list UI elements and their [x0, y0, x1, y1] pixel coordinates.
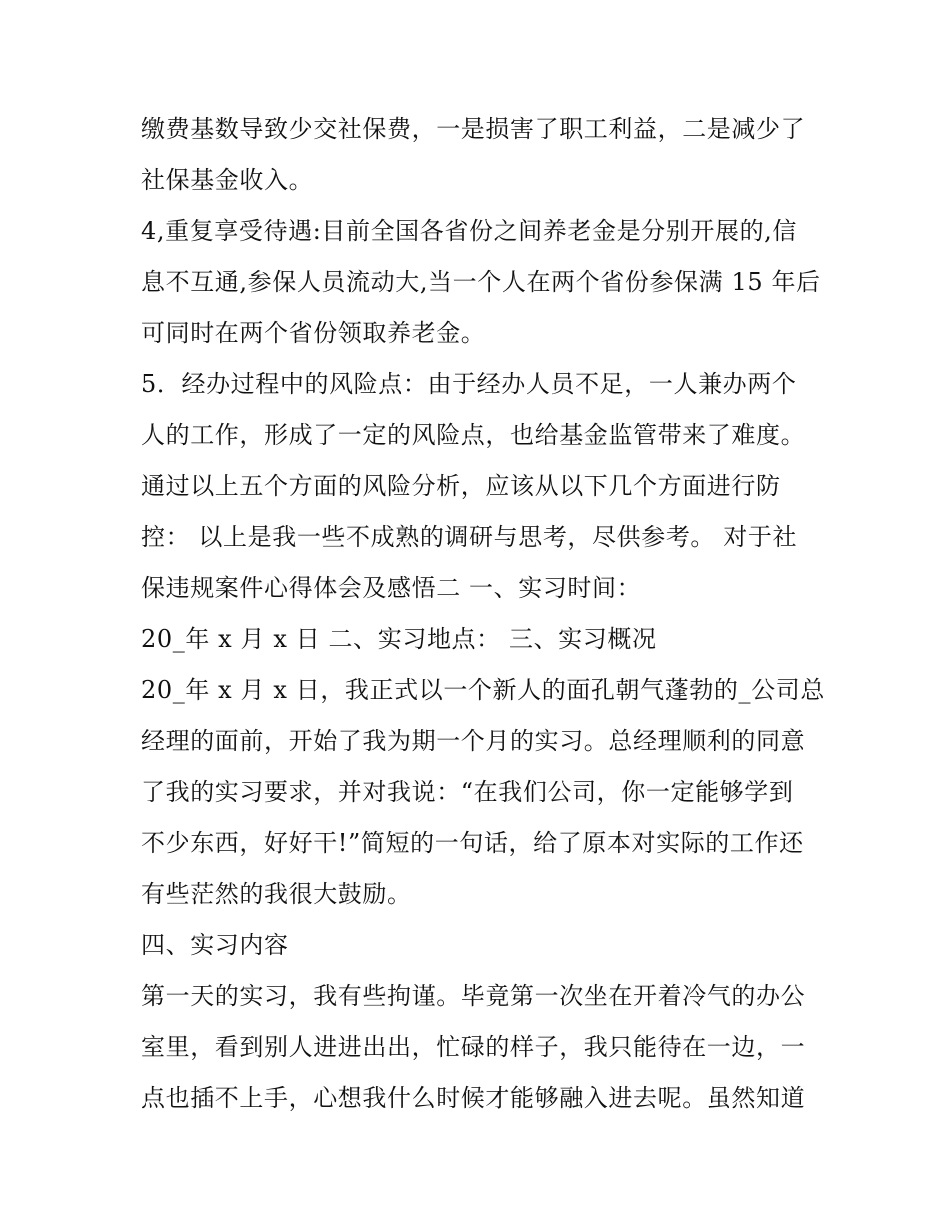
text-line: 有些茫然的我很大鼓励。: [141, 880, 412, 908]
document-body: [141, 104, 825, 1124]
text-line: 缴费基数导致少交社保费，一是损害了职工利益，二是减少了: [141, 115, 806, 143]
text-line: 不少东西，好好干!”简短的一句话，给了原本对实际的工作还: [141, 829, 804, 857]
text-line: 人的工作，形成了一定的风险点，也给基金监管带来了难度。: [141, 421, 806, 449]
text-line: 20_年 x 月 x 日，我正式以一个新人的面孔朝气蓬勃的_公司总: [141, 676, 825, 704]
text-line: 控： 以上是我一些不成熟的调研与思考，尽供参考。 对于社: [141, 523, 798, 551]
text-line: 20_年 x 月 x 日 二、实习地点： 三、实习概况: [141, 625, 657, 653]
text-line: 5．经办过程中的风险点：由于经办人员不足，一人兼办两个: [141, 370, 797, 398]
text-line: 了我的实习要求，并对我说：“在我们公司，你一定能够学到: [141, 778, 794, 806]
section-heading: 四、实习内容: [141, 931, 289, 959]
text-line: 通过以上五个方面的风险分析，应该从以下几个方面进行防: [141, 472, 781, 500]
text-line: 室里，看到别人进进出出，忙碌的样子，我只能待在一边，一: [141, 1033, 806, 1061]
text-line: 4,重复享受待遇:目前全国各省份之间养老金是分别开展的,信: [141, 217, 798, 245]
text-line: 息不互通,参保人员流动大,当一个人在两个省份参保满 15 年后: [141, 268, 821, 296]
text-line: 保违规案件心得体会及感悟二 一、实习时间：: [141, 574, 642, 602]
text-line: 第一天的实习，我有些拘谨。毕竟第一次坐在开着冷气的办公: [141, 982, 806, 1010]
text-line: 点也插不上手，心想我什么时候才能够融入进去呢。虽然知道: [141, 1084, 806, 1112]
text-line: 社保基金收入。: [141, 166, 314, 194]
text-line: 经理的面前，开始了我为期一个月的实习。总经理顺利的同意: [141, 727, 806, 755]
text-line: 可同时在两个省份领取养老金。: [141, 319, 486, 347]
